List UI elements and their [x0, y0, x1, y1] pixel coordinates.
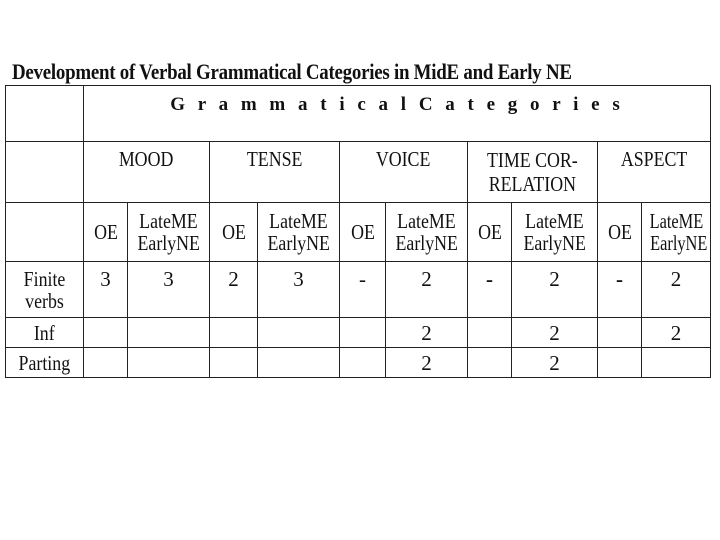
corner-cell-3	[6, 203, 84, 262]
cell: 2	[512, 348, 598, 378]
cell	[258, 318, 340, 348]
aspect-late-head: LateME EarlyNE	[642, 203, 711, 262]
cell: -	[598, 262, 642, 318]
cell	[642, 348, 711, 378]
cell: 2	[512, 262, 598, 318]
cell: 2	[386, 348, 468, 378]
cell	[210, 318, 258, 348]
cell	[128, 318, 210, 348]
cell: 2	[386, 262, 468, 318]
subheader-row	[6, 203, 711, 262]
row-label-finite-verbs: Finite verbs	[6, 262, 84, 318]
cell	[84, 318, 128, 348]
category-row	[6, 142, 711, 203]
cell: 3	[128, 262, 210, 318]
grammatical-categories-header: G r a m m a t i c a l C a t e g o r i e s	[84, 86, 711, 142]
category-tense: TENSE	[210, 142, 340, 203]
categories-table	[5, 85, 711, 378]
voice-late-head: LateME EarlyNE	[386, 203, 468, 262]
category-aspect: ASPECT	[598, 142, 711, 203]
timecor-late-head: LateME EarlyNE	[512, 203, 598, 262]
mood-late-head: LateME EarlyNE	[128, 203, 210, 262]
mood-oe-head: OE	[84, 203, 128, 262]
header-row	[6, 86, 711, 142]
row-label-parting: Parting	[6, 348, 84, 378]
cell	[468, 318, 512, 348]
aspect-oe-head: OE	[598, 203, 642, 262]
table-row	[6, 262, 711, 318]
cell	[340, 318, 386, 348]
cell: 2	[386, 318, 468, 348]
cell	[84, 348, 128, 378]
cell: 2	[642, 262, 711, 318]
category-mood: MOOD	[84, 142, 210, 203]
corner-cell-2	[6, 142, 84, 203]
cell	[258, 348, 340, 378]
cell	[340, 348, 386, 378]
cell: 3	[258, 262, 340, 318]
tense-oe-head: OE	[210, 203, 258, 262]
tense-late-head: LateME EarlyNE	[258, 203, 340, 262]
cell	[468, 348, 512, 378]
cell: 2	[642, 318, 711, 348]
row-label-inf: Inf	[6, 318, 84, 348]
cell	[210, 348, 258, 378]
voice-oe-head: OE	[340, 203, 386, 262]
timecor-oe-head: OE	[468, 203, 512, 262]
page-title: Development of Verbal Grammatical Categories in MidE and Early NE	[12, 59, 572, 84]
cell	[598, 318, 642, 348]
cell: -	[468, 262, 512, 318]
cell: 2	[512, 318, 598, 348]
cell	[598, 348, 642, 378]
cell	[128, 348, 210, 378]
cell: -	[340, 262, 386, 318]
corner-cell	[6, 86, 84, 142]
category-voice: VOICE	[340, 142, 468, 203]
table-row	[6, 348, 711, 378]
cell: 3	[84, 262, 128, 318]
table-row	[6, 318, 711, 348]
cell: 2	[210, 262, 258, 318]
category-time-correlation: TIME COR- RELATION	[468, 142, 598, 203]
